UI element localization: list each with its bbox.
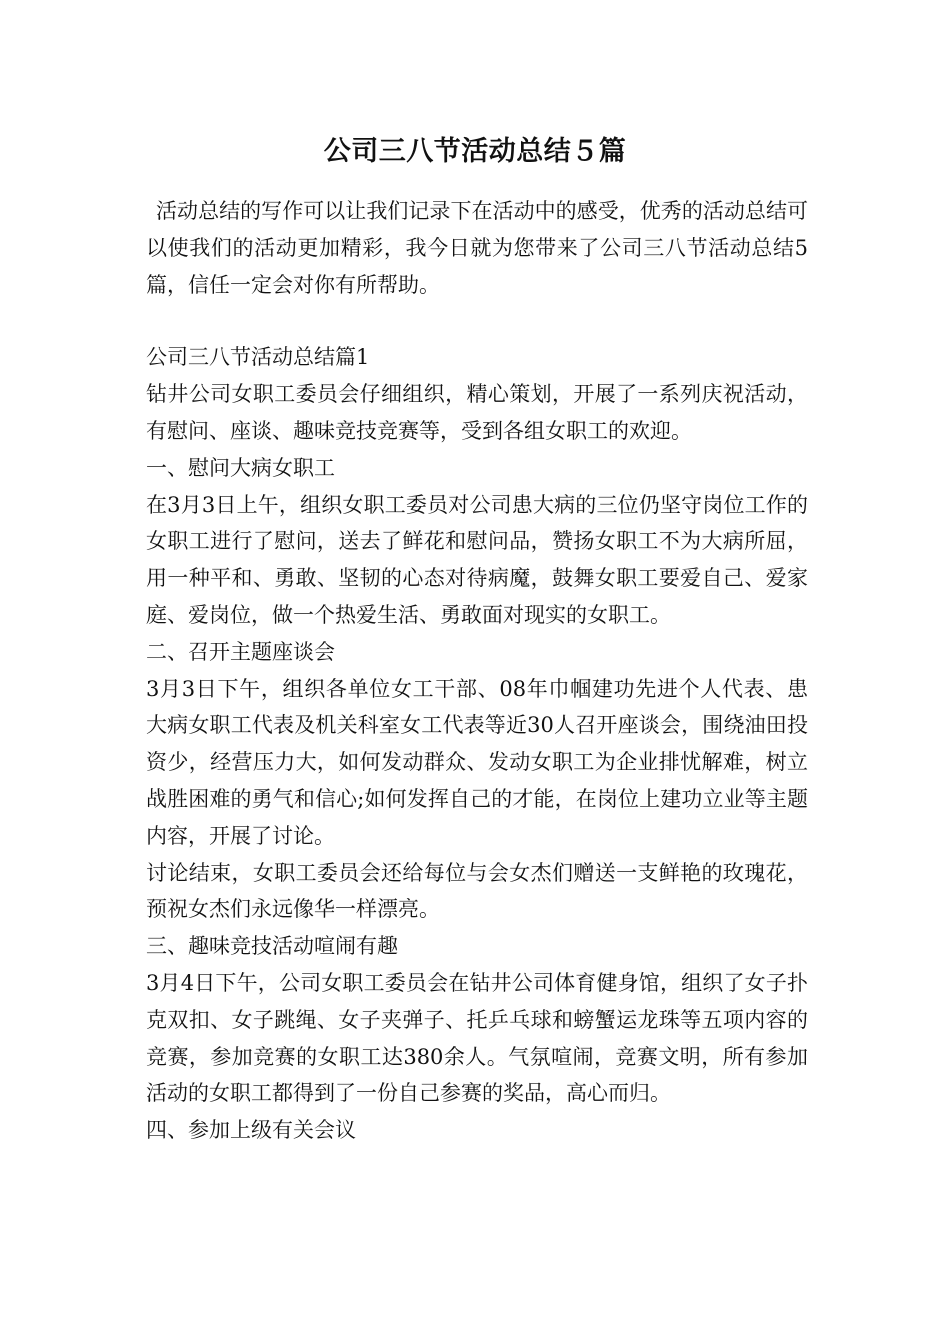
section-heading: 四、参加上级有关会议 bbox=[146, 1118, 356, 1143]
section-heading: 一、慰问大病女职工 bbox=[146, 455, 335, 480]
section-heading: 二、召开主题座谈会 bbox=[146, 639, 335, 664]
document-body bbox=[146, 193, 808, 1149]
section-heading-article-1: 公司三八节活动总结篇1 bbox=[146, 345, 370, 370]
body-paragraph: 钻井公司女职工委员会仔细组织，精心策划，开展了一系列庆祝活动，有慰问、座谈、趣味竞技竞赛等，受到各组女职工的欢迎。 bbox=[146, 382, 808, 443]
paragraph-spacer bbox=[146, 303, 808, 339]
section-heading: 三、趣味竞技活动喧闹有趣 bbox=[146, 934, 398, 959]
body-paragraph: 讨论结束，女职工委员会还给每位与会女杰们赠送一支鲜艳的玫瑰花，预祝女杰们永远像华一样漂亮。 bbox=[146, 860, 808, 922]
body-paragraph: 3月4日下午，公司女职工委员会在钻井公司体育健身馆，组织了女子扑克双扣、女子跳绳、女子夹弹子、托乒乓球和螃蟹运龙珠等五项内容的竞赛，参加竞赛的女职工达380余人。气氛喧闹，竞赛文明，所有参加活动的女职工都得到了一份自己参赛的奖品，高心而归。 bbox=[146, 970, 808, 1106]
body-paragraph: 在3月3日上午，组织女职工委员对公司患大病的三位仍坚守岗位工作的女职工进行了慰问，送去了鲜花和慰问品，赞扬女职工不为大病所屈，用一种平和、勇敢、坚韧的心态对待病魔，鼓舞女职工要爱自己、爱家庭、爱岗位，做一个热爱生活、勇敢面对现实的女职工。 bbox=[146, 492, 808, 627]
intro-paragraph: 活动总结的写作可以让我们记录下在活动中的感受，优秀的活动总结可以使我们的活动更加精彩，我今日就为您带来了公司三八节活动总结5篇，信任一定会对你有所帮助。 bbox=[146, 199, 808, 297]
body-paragraph: 3月3日下午，组织各单位女工干部、08年巾帼建功先进个人代表、患大病女职工代表及机关科室女工代表等近30人召开座谈会，围绕油田投资少，经营压力大，如何发动群众、发动女职工为企业排忧解难，树立战胜困难的勇气和信心;如何发挥自己的才能，在岗位上建功立业等主题内容，开展了讨论。 bbox=[146, 676, 808, 848]
document-title: 公司三八节活动总结５篇 bbox=[323, 136, 627, 167]
